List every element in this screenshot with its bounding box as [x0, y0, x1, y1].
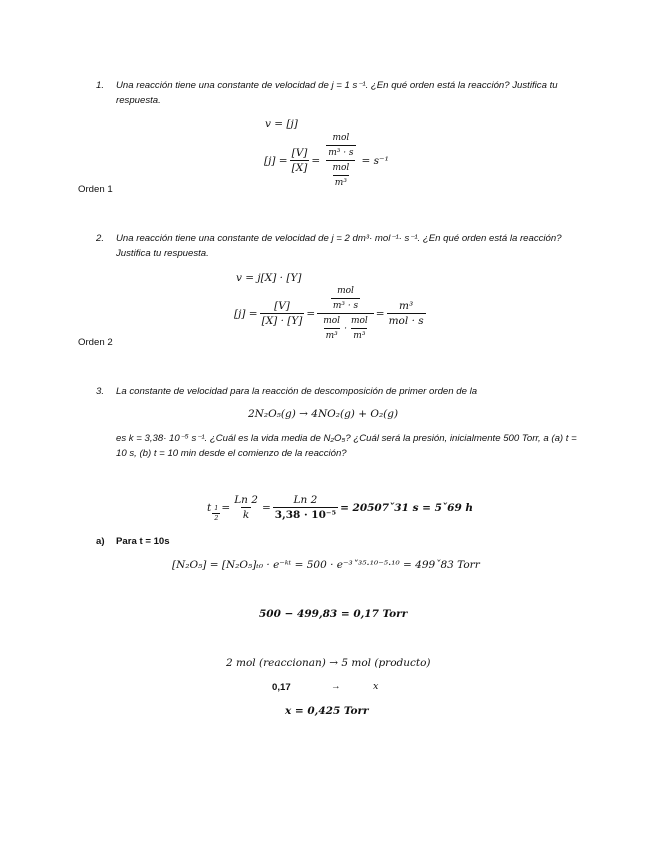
q2-f2-den-a-frac: [321, 315, 342, 342]
q1-eq2-lhs: [j] =: [264, 154, 288, 167]
q2-f3-den: mol · s: [388, 315, 424, 327]
q1-eq-units: [j] = $\frac{[V]}{[X]}$ = $\frac{\frac{\text{mol}}{\text{m³ · s}}}{\frac{\text{mol}}{\text{m³}}}$ = s⁻¹: [264, 133, 389, 188]
q3-reaction: 2N₂O₅(g) → 4NO₂(g) + O₂(g): [248, 408, 399, 420]
q2-f2-num-den: m³ · s: [331, 298, 360, 312]
q2-eq1: v = j[X] · [Y]: [236, 272, 302, 284]
q3-part-a-title: Para t = 10s: [116, 536, 170, 547]
q3-half-life-f2-den: 3,38 · 10⁻⁵: [274, 509, 337, 521]
q1-f2-den-num: mol: [332, 163, 350, 173]
q3-half-life: t $\frac{1}{2}$ = $\frac{Ln 2}{k}$ = $\frac{Ln 2}{\text{3,38 · 10⁻⁵}}$ = 20507ˇ31 s = 5ˇ69 h: [207, 494, 474, 522]
q2-fraction-v-xy: [260, 300, 305, 327]
q3-half-life-sub: [212, 505, 220, 522]
q3-half-life-f2: [273, 494, 338, 521]
q2-eq-units: [j] = $\frac{[V]}{[X] \cdot [Y]}$ = $\frac{\text{mol}}{\text{m³ · s}}$ $\frac{\text{mol}}{\text{m³}}$ · $\frac{\text{mol}}{\text{m³}}$ = $\frac{\text{m³}}{\text{mol · s}}$: [234, 286, 424, 341]
q1-f2-num-num: mol: [332, 133, 350, 143]
q3-half-life-f1-den: k: [242, 509, 250, 521]
q3-half-life-f1-num: Ln 2: [234, 494, 258, 506]
q1-f2-den-frac: [330, 162, 351, 189]
q2-f2-den-b-frac: [349, 315, 370, 342]
q2-f2-num-num: mol: [337, 286, 354, 296]
q1-number: 1.: [96, 80, 105, 91]
q3-ratio-arrow: →: [331, 681, 341, 692]
q3-part-a-label: a): [96, 536, 105, 547]
q3-half-life-sub-num: 1: [214, 504, 219, 512]
q2-f1-den: [X] · [Y]: [261, 315, 303, 327]
q3-half-life-f1: [232, 494, 260, 521]
q3-half-life-f2-num: Ln 2: [293, 494, 318, 506]
q2-f2-den-a-den: m³: [324, 328, 340, 342]
q2-f2-den-b-num: mol: [350, 316, 368, 326]
q2-f3-num: m³: [399, 300, 414, 312]
q2-eq-velocity: [236, 272, 301, 284]
q1-eq1: v = [j]: [265, 118, 298, 130]
q2-f2-den-b-den: m³: [351, 328, 367, 342]
q1-text: Una reacción tiene una constante de velocidad de j = 1 s⁻¹. ¿En qué orden está la reacción? Justifica tu respuesta.: [116, 80, 558, 106]
q3-ratio-left: 0,17: [272, 682, 291, 693]
q3-decay-equation: [N₂O₅] = [N₂O₅]ₜ₀ · e⁻ᵏᵗ = 500 · e⁻³ˇ³⁵·¹⁰⁻⁵·¹⁰ = 499ˇ83 Torr: [172, 559, 480, 571]
q2-answer: Orden 2: [78, 337, 113, 348]
q3-text2: es k = 3,38· 10⁻⁵ s⁻¹. ¿Cuál es la vida media de N₂O₅? ¿Cuál será la presión, inicialmente 500 Torr, a (a) t = 10 s, (b) t = 10 min desde el comienzo de la reacción?: [116, 433, 577, 459]
q3-ratio-right: x: [373, 681, 379, 692]
q2-fraction-result: [387, 300, 426, 327]
q2-eq2-lhs: [j] =: [234, 307, 258, 320]
q2-text: Una reacción tiene una constante de velocidad de j = 2 dm³· mol⁻¹· s⁻¹. ¿En qué orden está la reacción? Justifica tu respuesta.: [116, 233, 562, 259]
q1-answer: Orden 1: [78, 184, 113, 195]
q3-half-life-sub-den: 2: [214, 514, 219, 522]
q1-fraction-v-x: [290, 147, 310, 174]
q2-f1-num: [V]: [274, 300, 290, 312]
q1-f1-num: [V]: [291, 147, 308, 159]
q2-f2-num-frac: [331, 285, 360, 312]
q3-x-result: x = 0,425 Torr: [285, 705, 369, 717]
q3-half-life-lhs: t: [207, 501, 212, 514]
q2-fraction-units: $\frac{\text{mol}}{\text{m³ · s}}$ $\frac{\text{mol}}{\text{m³}}$ · $\frac{\text{mol}}{\text{m³}}$: [317, 285, 374, 342]
q1-f2-num-den: m³ · s: [326, 145, 355, 159]
q3-stoichiometry-equation: 2 mol (reaccionan) → 5 mol (producto): [226, 657, 431, 669]
q1-f2-den-den: m³: [333, 175, 349, 189]
q1-eq-velocity: [265, 118, 298, 130]
q3-text1: La constante de velocidad para la reacción de descomposición de primer orden de la: [116, 386, 478, 397]
q3-half-life-result: = 20507ˇ31 s = 5ˇ69 h: [340, 501, 474, 514]
q2-number: 2.: [96, 233, 105, 244]
q3-difference-equation: 500 − 499,83 = 0,17 Torr: [259, 608, 408, 620]
q3-number: 3.: [96, 386, 105, 397]
q1-f1-den: [X]: [291, 162, 308, 174]
q2-f2-den-a-num: mol: [323, 316, 341, 326]
q1-eq2-result: = s⁻¹: [361, 154, 389, 167]
q1-f2-num-frac: [326, 132, 355, 159]
q1-fraction-units: [322, 132, 359, 189]
